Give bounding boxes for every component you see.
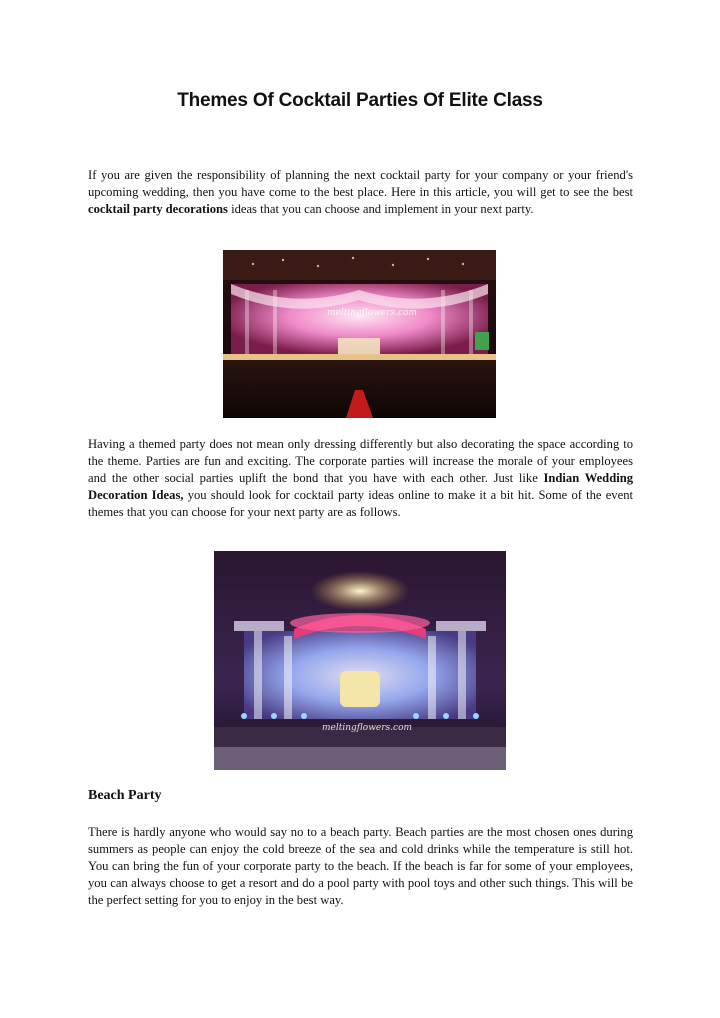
- blue-stage-photo: [214, 551, 506, 770]
- themed-text-end: you should look for cocktail party ideas online to make it a bit hit. Some of the event themes that you can choose for your next party are as follows.: [88, 488, 633, 519]
- beach-party-paragraph: There is hardly anyone who would say no to a beach party. Beach parties are the most chosen ones during summers as people can enjoy the cold breeze of the sea and cold drinks while the temperature is still hot. You can bring the fun of your corporate party to the beach. If the beach is far for some of your employees, you can always choose to get a resort and do a pool party with pool toys and other such things. This will be the perfect setting for you to enjoy in the best way.: [88, 825, 633, 907]
- intro-text-end: ideas that you can choose and implement in your next party.: [227, 202, 534, 216]
- page-title: Themes Of Cocktail Parties Of Elite Class: [177, 90, 543, 111]
- cocktail-party-decorations-link: cocktail party decorations: [88, 202, 228, 216]
- pink-stage-photo: [223, 250, 496, 418]
- indian-wedding-decoration-ideas-link: Indian Wedding Decoration Ideas,: [88, 471, 633, 502]
- themed-party-paragraph: [88, 436, 633, 521]
- intro-text-start: If you are given the responsibility of planning the next cocktail party for your company or your friend's upcoming wedding, then you have come to the best place. Here in this article, you will get to see the best: [88, 168, 633, 199]
- pink-stage-watermark: meltingflowers.com: [327, 308, 418, 318]
- themed-text-start: Having a themed party does not mean only dressing differently but also decorating the space according to the theme. Parties are fun and exciting. The corporate parties will increase the morale of your employees and the other social parties uplift the bond that you have with each other. Just like: [88, 437, 633, 485]
- blue-stage-watermark: meltingflowers.com: [322, 723, 413, 733]
- beach-party-heading: Beach Party: [88, 788, 162, 803]
- intro-paragraph: [88, 167, 633, 218]
